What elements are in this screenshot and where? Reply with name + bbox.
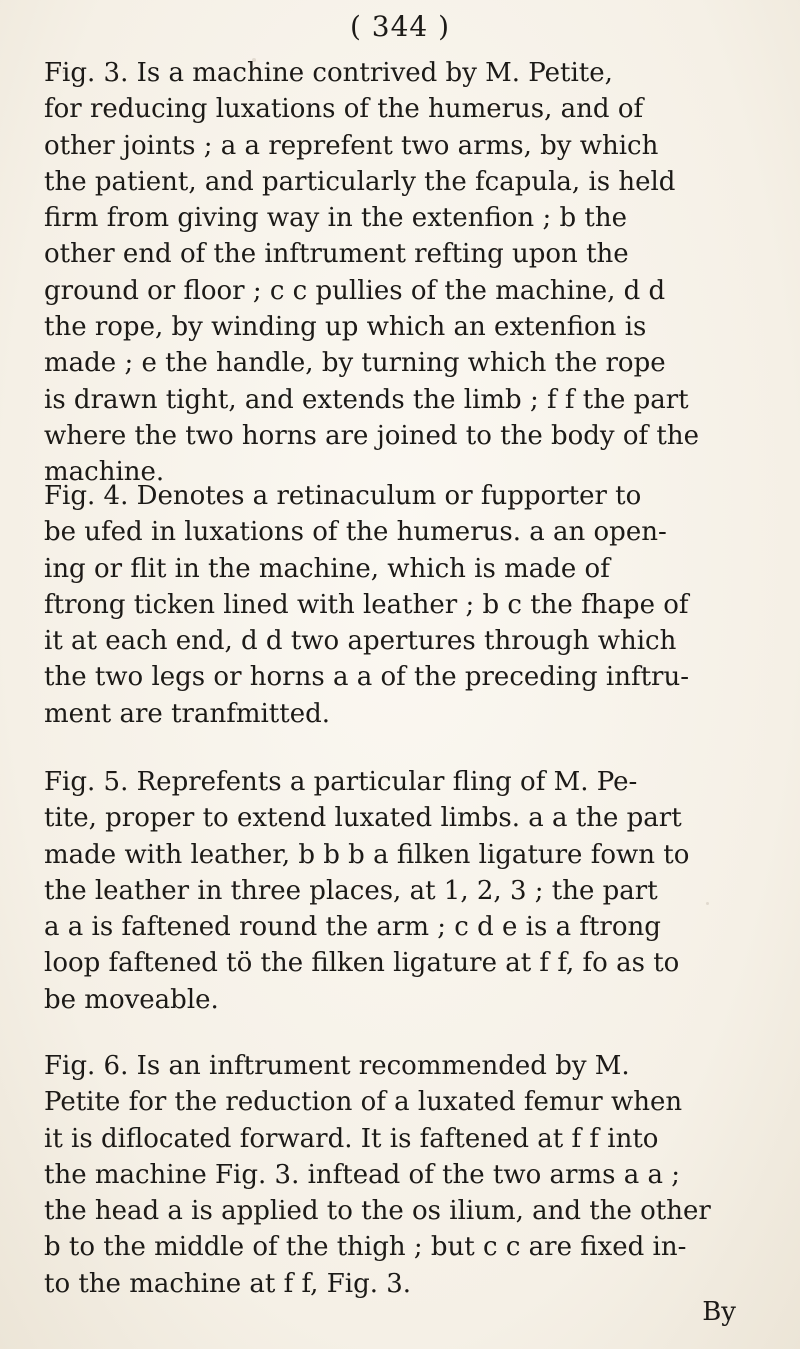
page-number: ( 344 ) bbox=[349, 10, 451, 43]
paper-speck bbox=[706, 902, 709, 905]
paragraph-text: Fig. 6. Is an inftrument recommended by M. Petite for the reduction of a luxated femur when it is diflocated forward. It is faftened at f f into the machine Fig. 3. inftead of the two arms a a ; the head a is applied to the os ilium, and the other b to the middle of the thigh ; but c c are fixed in- to the machine at f f, Fig. 3. bbox=[44, 1051, 711, 1299]
paragraph-fig-3 bbox=[44, 55, 764, 491]
paragraph-fig-4 bbox=[44, 478, 764, 732]
paragraph-fig-5 bbox=[44, 764, 764, 1018]
paper-speck bbox=[252, 58, 256, 62]
paragraph-text: Fig. 5. Reprefents a particular fling of M. Pe- tite, proper to extend luxated limbs. a a the part made with leather, b b b a filken ligature fown to the leather in three places, at 1, 2, 3 ; the part a a is faftened round the arm ; c d e is a ftrong loop faftened tö the filken ligature at f f, fo as to be moveable. bbox=[44, 767, 690, 1015]
paper-speck bbox=[62, 70, 65, 73]
catchword: By bbox=[702, 1297, 736, 1327]
paragraph-text: Fig. 3. Is a machine contrived by M. Petite, for reducing luxations of the humerus, and of other joints ; a a reprefent two arms, by which the patient, and particularly the fcapula, is held firm from giving way in the extenfion ; b the other end of the inftrument refting upon the ground or floor ; c c pullies of the machine, d d the rope, by winding up which an extenfion is made ; e the handle, by turning which the rope is drawn tight, and extends the limb ; f f the part where the two horns are joined to the body of the machine. bbox=[44, 58, 699, 488]
paragraph-fig-6 bbox=[44, 1048, 764, 1302]
paragraph-text: Fig. 4. Denotes a retinaculum or fupporter to be ufed in luxations of the humerus. a an open- ing or flit in the machine, which is made of ftrong ticken lined with leather ; b c the fhape of it at each end, d d two apertures through which the two legs or horns a a of the preceding inftru- ment are tranfmitted. bbox=[44, 481, 689, 729]
